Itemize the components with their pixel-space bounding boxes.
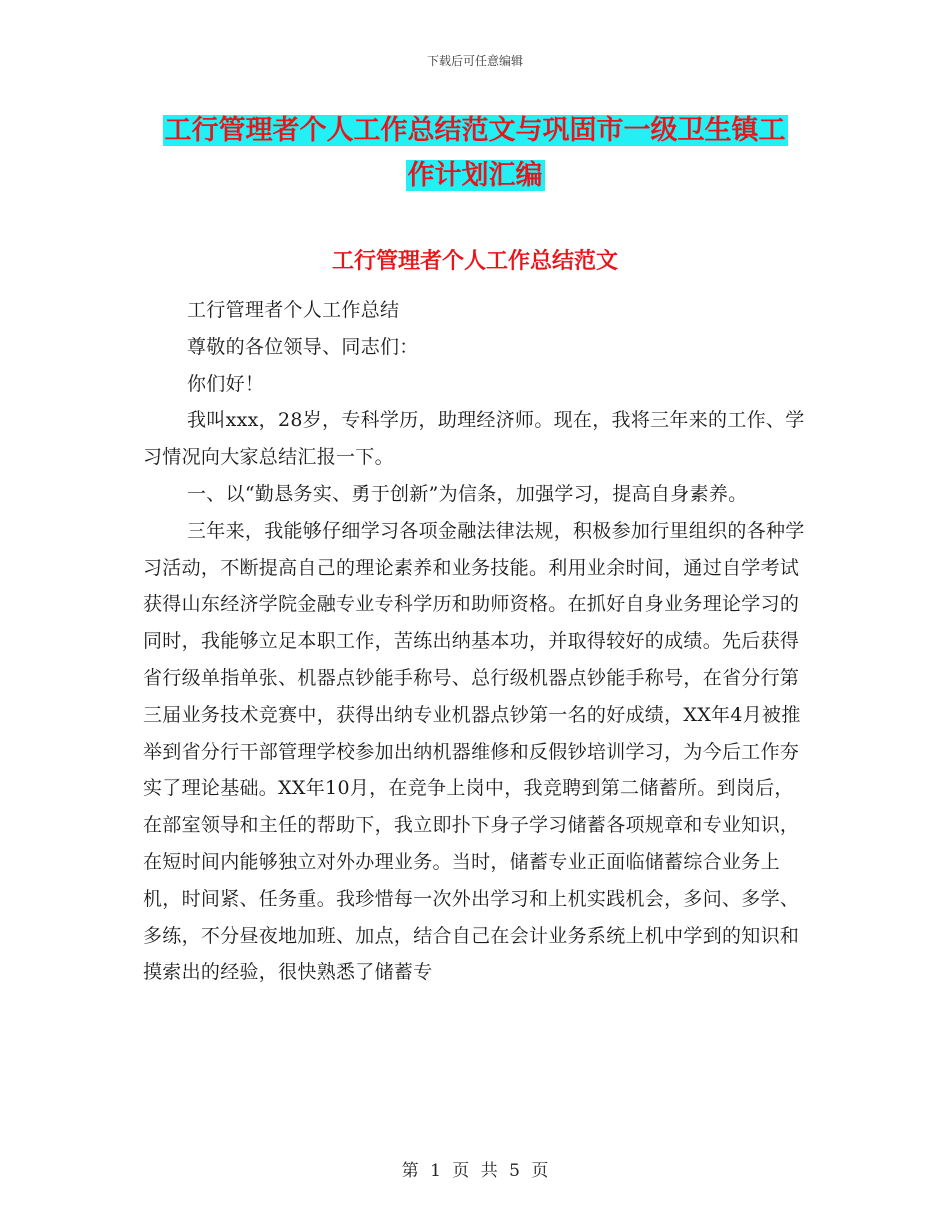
page-header-note: 下载后可任意编辑 xyxy=(426,54,523,68)
page-number-footer: 第 1 页 共 5 页 xyxy=(401,1161,549,1181)
section-title: 工行管理者个人工作总结范文 xyxy=(331,248,618,274)
paragraph-body: 三年来，我能够仔细学习各项金融法律法规，积极参加行里组织的各种学习活动，不断提高自己的理论素养和业务技能。利用业余时间，通过自学考试获得山东经济学院金融专业专科学历和助师资格。在抓好自身业务理论学习的同时，我能够立足本职工作，苦练出纳基本功，并取得较好的成绩。先后获得省行级单指单张、机器点钞能手称号、总行级机器点钞能手称号，在省分行第三届业务技术竞赛中，获得出纳专业机器点钞第一名的好成绩，XX年4月被推举到省分行干部管理学校参加出纳机器维修和反假钞培训学习，为今后工作夯实了理论基础。XX年10月，在竞争上岗中，我竞聘到第二储蓄所。到岗后，在部室领导和主任的帮助下，我立即扑下身子学习储蓄各项规章和专业知识，在短时间内能够独立对外办理业务。当时，储蓄专业正面临储蓄综合业务上机，时间紧、任务重。我珍惜每一次外出学习和上机实践机会，多问、多学、多练，不分昼夜地加班、加点，结合自己在会计业务系统上机中学到的知识和摸索出的经验，很快熟悉了储蓄专 xyxy=(143,519,805,984)
paragraph-intro: 我叫xxx，28岁，专科学历，助理经济师。现在，我将三年来的工作、学习情况向大家总结汇报一下。 xyxy=(143,409,805,469)
paragraph-greeting: 你们好！ xyxy=(187,372,265,395)
document-title-line-2: 作计划汇编 xyxy=(407,160,543,191)
document-title-line-1: 工行管理者个人工作总结范文与巩固市一级卫生镇工 xyxy=(164,115,786,146)
body-text xyxy=(143,292,808,991)
paragraph-heading: 工行管理者个人工作总结 xyxy=(187,299,400,321)
document-title xyxy=(0,108,950,198)
paragraph-section-one-heading: 一、以“勤恳务实、勇于创新”为信条，加强学习，提高自身素养。 xyxy=(187,482,748,505)
paragraph-salutation: 尊敬的各位领导、同志们： xyxy=(187,335,419,358)
